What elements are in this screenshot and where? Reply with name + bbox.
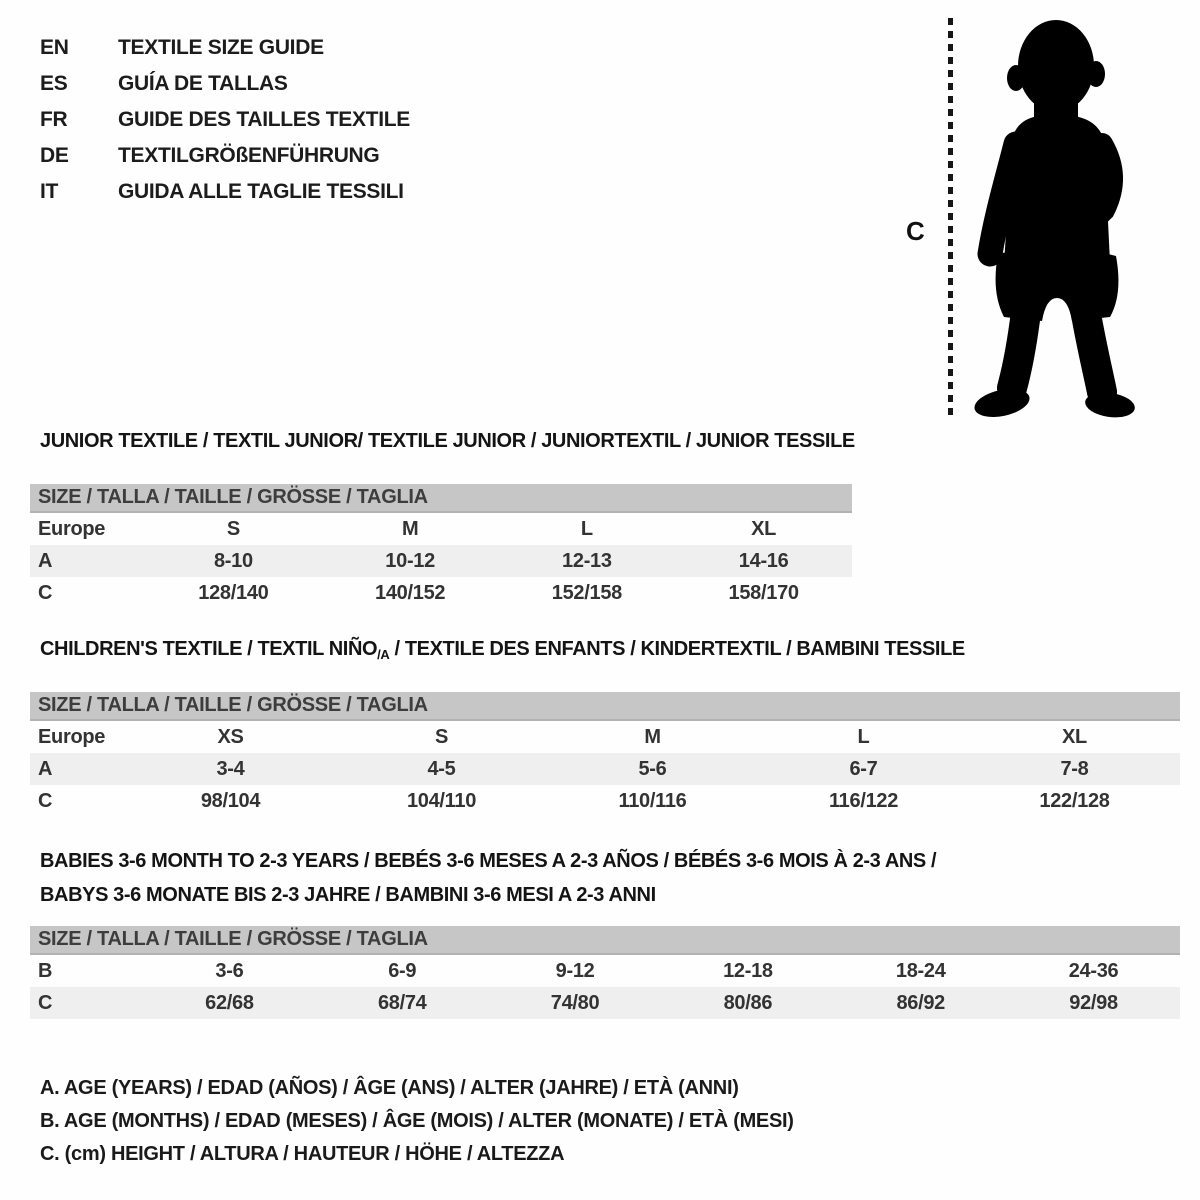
months-cell: 6-9 [388, 960, 417, 982]
language-title-list [40, 30, 410, 210]
junior-size-table [30, 484, 852, 609]
height-cell: 116/122 [828, 790, 899, 812]
table-row-europe [30, 721, 1180, 753]
language-code: IT [40, 180, 59, 203]
height-measure-dashed-line [948, 18, 953, 416]
height-cell: 62/68 [205, 992, 254, 1014]
height-cell: 140/152 [375, 582, 446, 604]
height-cell: 158/170 [728, 582, 799, 604]
age-cell: 6-7 [849, 758, 878, 780]
language-row-es [40, 66, 410, 102]
height-cell: 74/80 [550, 992, 600, 1014]
size-cell: L [580, 518, 593, 540]
babies-section-heading-line1: BABIES 3-6 MONTH TO 2-3 YEARS / BEBÉS 3-6 MESES A 2-3 AÑOS / BÉBÉS 3-6 MOIS À 2-3 ANS / [40, 850, 937, 872]
babies-size-table [30, 926, 1180, 1019]
children-size-table [30, 692, 1180, 817]
age-cell: 8-10 [213, 550, 253, 572]
months-cell: 3-6 [215, 960, 244, 982]
age-cell: 7-8 [1060, 758, 1089, 780]
row-label: A [38, 758, 53, 780]
age-cell: 4-5 [427, 758, 456, 780]
height-cell: 80/86 [723, 992, 773, 1014]
junior-section-heading: JUNIOR TEXTILE / TEXTIL JUNIOR/ TEXTILE JUNIOR / JUNIORTEXTIL / JUNIOR TESSILE [40, 430, 855, 452]
height-cell: 110/116 [618, 790, 687, 812]
language-row-fr [40, 102, 410, 138]
height-cell: 104/110 [406, 790, 477, 812]
legend-line-b: B. AGE (MONTHS) / EDAD (MESES) / ÂGE (MOIS) / ALTER (MONATE) / ETÀ (MESI) [40, 1110, 794, 1132]
legend-line-a: A. AGE (YEARS) / EDAD (AÑOS) / ÂGE (ANS) / ALTER (JAHRE) / ETÀ (ANNI) [40, 1077, 739, 1099]
row-label: A [38, 550, 53, 572]
row-label: Europe [38, 518, 106, 540]
size-cell: S [434, 726, 449, 748]
dimension-legend [40, 1072, 794, 1171]
heading-text: CHILDREN'S TEXTILE / TEXTIL NIÑO [40, 638, 378, 660]
guide-title: GUIDE DES TAILLES TEXTILE [118, 108, 410, 131]
guide-title: GUIDA ALLE TAGLIE TESSILI [118, 180, 404, 203]
table-row-height [30, 785, 1180, 817]
babies-section-heading-line2: BABYS 3-6 MONATE BIS 2-3 JAHRE / BAMBINI 3-6 MESI A 2-3 ANNI [40, 884, 656, 906]
table-row-europe [30, 513, 852, 545]
language-code: ES [40, 72, 68, 95]
language-row-de [40, 138, 410, 174]
table-row-height [30, 577, 852, 609]
size-header-bar: SIZE / TALLA / TAILLE / GRÖSSE / TAGLIA [30, 692, 1180, 721]
table-row-age [30, 753, 1180, 785]
size-cell: XL [1062, 726, 1087, 748]
months-cell: 9-12 [555, 960, 595, 982]
children-section-heading [40, 638, 965, 662]
months-cell: 12-18 [723, 960, 773, 982]
height-cell: 68/74 [377, 992, 427, 1014]
size-cell: L [857, 726, 870, 748]
age-cell: 5-6 [638, 758, 667, 780]
row-label: Europe [38, 726, 106, 748]
age-cell: 14-16 [738, 550, 789, 572]
language-code: DE [40, 144, 69, 167]
toddler-silhouette-icon [960, 14, 1140, 419]
age-cell: 12-13 [562, 550, 612, 572]
guide-title: GUÍA DE TALLAS [118, 72, 288, 95]
heading-text: / TEXTILE DES ENFANTS / KINDERTEXTIL / BAMBINI TESSILE [389, 638, 965, 660]
height-cell: 128/140 [198, 582, 269, 604]
table-row-months [30, 955, 1180, 987]
size-cell: M [401, 518, 419, 540]
guide-title: TEXTILE SIZE GUIDE [118, 36, 324, 59]
height-cell: 152/158 [551, 582, 622, 604]
size-cell: M [644, 726, 661, 748]
language-row-it [40, 174, 410, 210]
size-cell: S [226, 518, 240, 540]
language-code: FR [40, 108, 68, 131]
size-header-bar: SIZE / TALLA / TAILLE / GRÖSSE / TAGLIA [30, 926, 1180, 955]
height-dimension-label: C [906, 216, 925, 246]
row-label: B [38, 960, 53, 982]
table-row-age [30, 545, 852, 577]
language-code: EN [40, 36, 69, 59]
row-label: C [38, 582, 53, 604]
legend-line-c: C. (cm) HEIGHT / ALTURA / HAUTEUR / HÖHE / ALTEZZA [40, 1143, 565, 1165]
height-cell: 86/92 [896, 992, 945, 1014]
row-label: C [38, 790, 53, 812]
size-cell: XL [751, 518, 777, 540]
heading-subscript: /A [377, 647, 390, 662]
size-header-bar: SIZE / TALLA / TAILLE / GRÖSSE / TAGLIA [30, 484, 852, 513]
language-row-en [40, 30, 410, 66]
height-cell: 122/128 [1039, 790, 1110, 812]
months-cell: 18-24 [895, 960, 946, 982]
age-cell: 10-12 [385, 550, 435, 572]
height-cell: 98/104 [200, 790, 261, 812]
row-label: C [38, 992, 53, 1014]
height-cell: 92/98 [1069, 992, 1118, 1014]
age-cell: 3-4 [216, 758, 245, 780]
months-cell: 24-36 [1068, 960, 1119, 982]
guide-title: TEXTILGRÖßENFÜHRUNG [118, 144, 380, 167]
table-row-height [30, 987, 1180, 1019]
size-cell: XS [217, 726, 244, 748]
